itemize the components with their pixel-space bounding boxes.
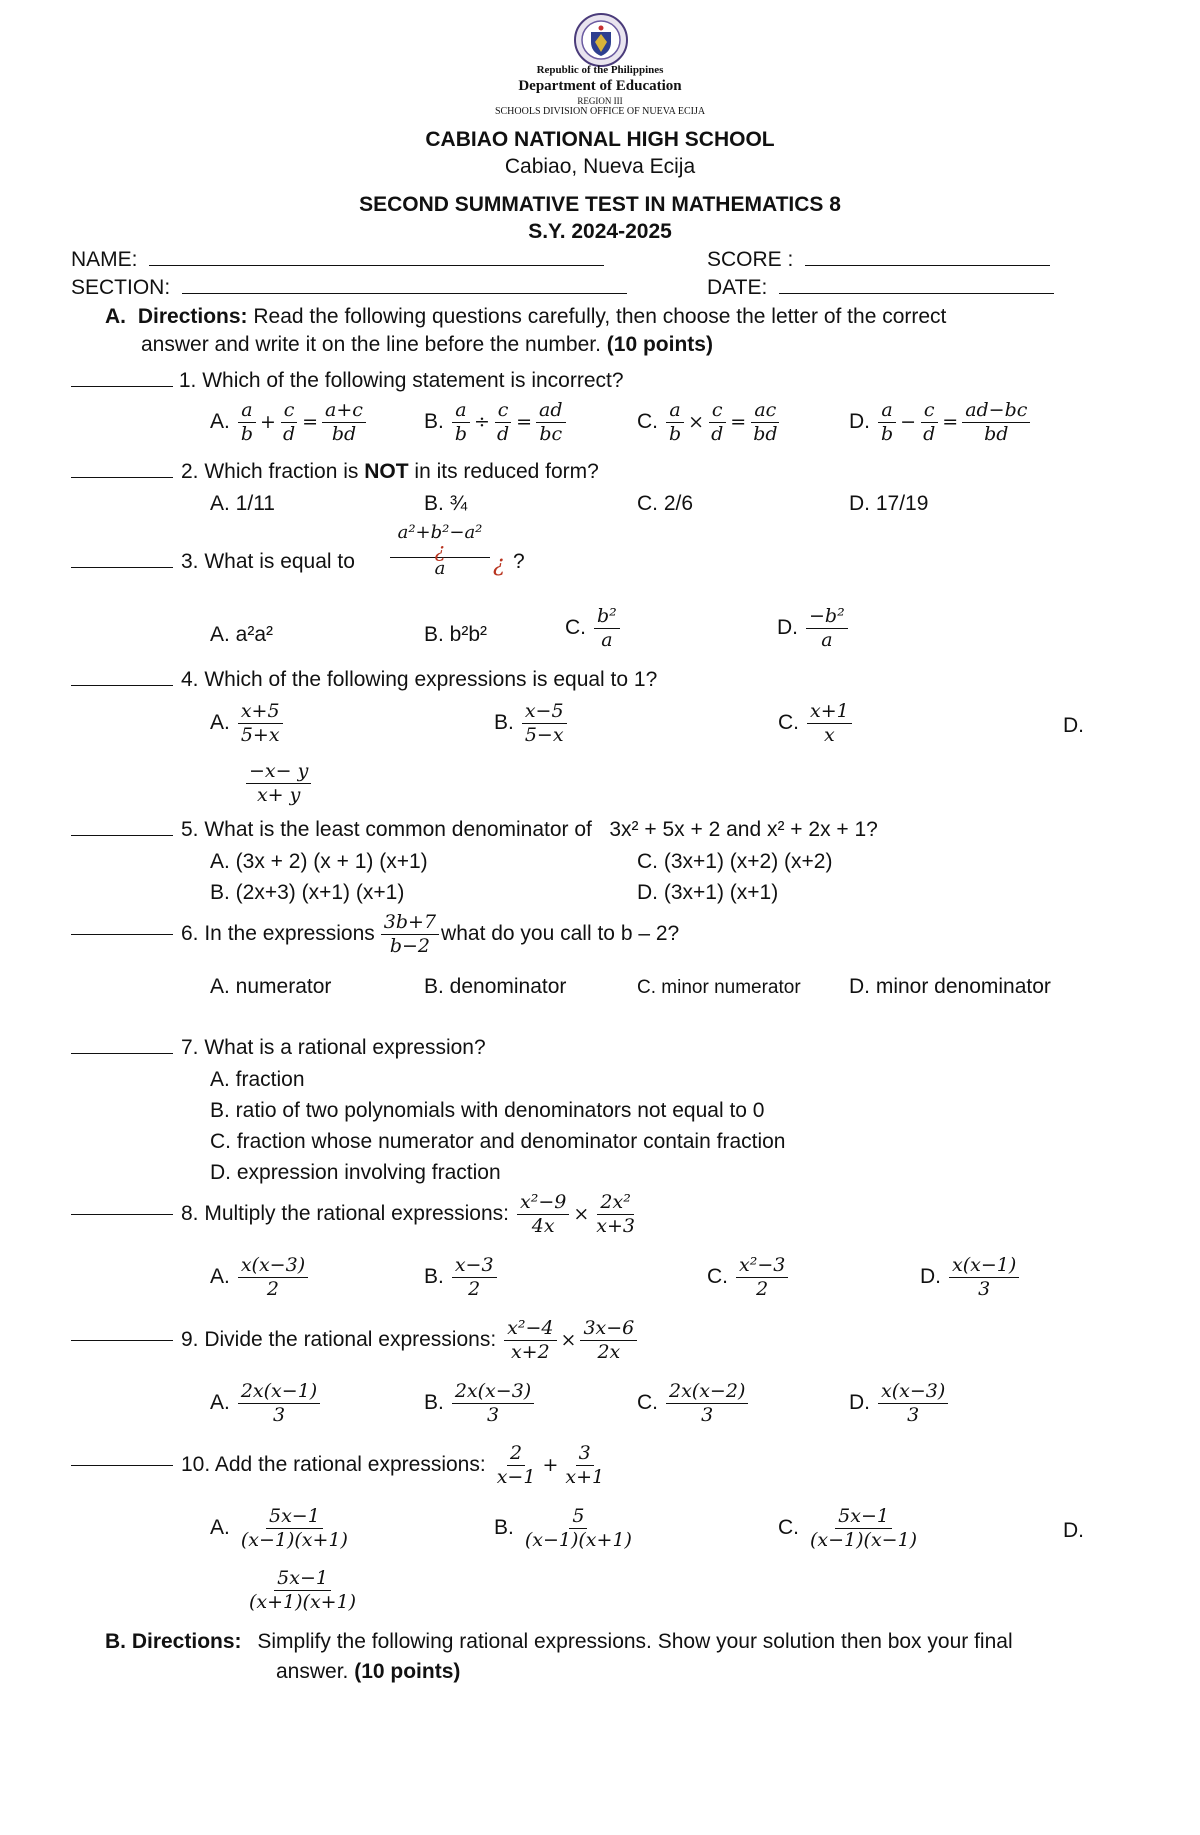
frac-num: x−5 bbox=[522, 701, 567, 724]
frac-num: 2x² bbox=[597, 1192, 633, 1215]
q3-choice-d[interactable] bbox=[777, 606, 850, 651]
choice-letter: A. bbox=[210, 710, 230, 734]
deped-seal-icon bbox=[573, 12, 629, 68]
frac-num: b² bbox=[594, 606, 620, 629]
school-location: Cabiao, Nueva Ecija bbox=[504, 155, 696, 178]
expr-numerator: a²+b²−a² bbox=[397, 522, 483, 543]
frac-num: −b² bbox=[806, 606, 848, 629]
part-a-letter: A. bbox=[105, 305, 126, 328]
frac-num: 5 bbox=[569, 1506, 587, 1529]
choice-letter: C. bbox=[778, 710, 799, 734]
answer-blank[interactable] bbox=[71, 685, 173, 686]
answer-blank[interactable] bbox=[71, 1214, 173, 1215]
part-b-points: (10 points) bbox=[354, 1660, 461, 1683]
frac-den: 2 bbox=[266, 1277, 280, 1300]
frac-den: x−1 bbox=[496, 1465, 536, 1488]
q7-choice-d[interactable]: D. expression involving fraction bbox=[210, 1161, 501, 1184]
answer-blank[interactable] bbox=[71, 1340, 173, 1341]
q8-choice-d[interactable] bbox=[920, 1255, 1021, 1300]
frac-den: 2x bbox=[597, 1340, 621, 1363]
q9-choice-d[interactable] bbox=[849, 1381, 950, 1426]
frac-num: x²−3 bbox=[736, 1255, 788, 1278]
frac-num: x(x−1) bbox=[949, 1255, 1019, 1278]
q8-choice-b[interactable] bbox=[424, 1255, 499, 1300]
q6-choice-b[interactable]: B. denominator bbox=[424, 975, 567, 998]
frac-num: x(x−3) bbox=[238, 1255, 308, 1278]
question-text: 7. What is a rational expression? bbox=[181, 1036, 486, 1059]
frac-num: 3 bbox=[576, 1443, 594, 1466]
question-text: 10. Add the rational expressions: bbox=[181, 1453, 486, 1477]
frac-den: a bbox=[821, 628, 833, 651]
answer-blank[interactable] bbox=[71, 934, 173, 935]
q1-choice-b[interactable]: B. $\frac{a}{b}$ ÷ $\frac{c}{d}$ = $\frac{ad}{bc}$ bbox=[424, 400, 568, 445]
frac-num: 5x−1 bbox=[274, 1568, 331, 1591]
q4-choice-c[interactable] bbox=[778, 701, 854, 746]
frac-den: 3 bbox=[978, 1277, 991, 1300]
q6-choice-c[interactable]: C. minor numerator bbox=[637, 977, 801, 998]
part-a-directions-2 bbox=[141, 333, 713, 357]
frac-num: 2x(x−3) bbox=[452, 1381, 534, 1404]
q4-choice-d-letter[interactable]: D. bbox=[1063, 714, 1084, 737]
question-10: 10. Add the rational expressions: $\frac{2}{x-1}$ + $\frac{3}{x+1}$ bbox=[71, 1443, 609, 1488]
frac-den: 2 bbox=[468, 1277, 481, 1300]
choice-letter: C. bbox=[637, 409, 658, 433]
question-text-end: in its reduced form? bbox=[408, 460, 599, 483]
q2-choice-c[interactable]: C. 2/6 bbox=[637, 492, 694, 515]
q5-choice-d[interactable]: D. (3x+1) (x+1) bbox=[637, 881, 779, 904]
q8-choice-c[interactable] bbox=[707, 1255, 790, 1300]
school-name: CABIAO NATIONAL HIGH SCHOOL bbox=[425, 128, 775, 151]
q2-choice-a[interactable]: A. 1/11 bbox=[210, 492, 275, 515]
q4-choice-d[interactable] bbox=[244, 761, 313, 806]
division-label: SCHOOLS DIVISION OFFICE OF NUEVA ECIJA bbox=[494, 106, 706, 117]
choice-letter: B. bbox=[494, 1515, 514, 1539]
frac-den: (x−1)(x+1) bbox=[240, 1528, 348, 1551]
frac-num: 5x−1 bbox=[835, 1506, 892, 1529]
q5-choice-b[interactable]: B. (2x+3) (x+1) (x+1) bbox=[210, 881, 405, 904]
q3-choice-b[interactable]: B. b²b² bbox=[424, 623, 488, 646]
frac-num: x−3 bbox=[452, 1255, 497, 1278]
frac-den: 3 bbox=[907, 1403, 920, 1426]
q10-choice-d-letter[interactable]: D. bbox=[1063, 1519, 1084, 1542]
question-text: 2. Which fraction is bbox=[181, 460, 365, 483]
part-b-directions bbox=[105, 1630, 1013, 1654]
section-label: SECTION: bbox=[71, 276, 171, 299]
question-text: 4. Which of the following expressions is equal to 1? bbox=[181, 668, 658, 691]
q9-choice-b[interactable] bbox=[424, 1381, 536, 1426]
frac-num: 3x−6 bbox=[580, 1318, 637, 1341]
q4-choice-a[interactable] bbox=[210, 701, 285, 746]
question-7 bbox=[71, 1036, 486, 1060]
part-b-line2: answer. bbox=[276, 1660, 349, 1683]
q2-choice-b[interactable]: B. ¾ bbox=[424, 492, 468, 515]
answer-blank[interactable] bbox=[71, 1465, 173, 1466]
answer-blank[interactable] bbox=[71, 477, 173, 478]
frac-den: x bbox=[824, 723, 835, 746]
frac-den: b−2 bbox=[389, 934, 430, 957]
date-label: DATE: bbox=[707, 276, 768, 299]
q6-choice-a[interactable]: A. numerator bbox=[210, 975, 332, 998]
choice-letter: A. bbox=[210, 1264, 230, 1288]
frac-den: x+2 bbox=[510, 1340, 550, 1363]
q7-choice-c[interactable]: C. fraction whose numerator and denominator contain fraction bbox=[210, 1130, 786, 1153]
choice-letter: D. bbox=[849, 1390, 870, 1414]
frac-den: 5+x bbox=[240, 723, 280, 746]
answer-blank[interactable] bbox=[71, 835, 173, 836]
question-5 bbox=[71, 818, 878, 842]
answer-blank[interactable] bbox=[71, 567, 173, 568]
q10-choice-d[interactable] bbox=[244, 1568, 361, 1613]
school-year: S.Y. 2024-2025 bbox=[528, 220, 672, 243]
frac-num: 2x(x−1) bbox=[238, 1381, 320, 1404]
expr-artifact: ¿ bbox=[434, 538, 446, 562]
part-b-label: B. Directions: bbox=[105, 1630, 242, 1653]
region-label: REGION III bbox=[577, 96, 623, 106]
section-field[interactable] bbox=[71, 276, 627, 300]
q7-choice-a[interactable]: A. fraction bbox=[210, 1068, 305, 1091]
question-text: 6. In the expressions bbox=[181, 922, 375, 946]
part-a-directions bbox=[105, 305, 946, 329]
score-label: SCORE : bbox=[707, 248, 794, 271]
choice-letter: C. bbox=[637, 1390, 658, 1414]
q3-choice-c[interactable] bbox=[565, 606, 622, 651]
republic-label: Republic of the Philippines bbox=[536, 64, 664, 76]
frac-num: x(x−3) bbox=[878, 1381, 948, 1404]
question-text: 8. Multiply the rational expressions: bbox=[181, 1202, 509, 1226]
question-text: 5. What is the least common denominator of 3x² + 5x + 2 and x² + 2x + 1? bbox=[181, 818, 878, 841]
frac-num: x²−9 bbox=[517, 1192, 569, 1215]
choice-letter: D. bbox=[777, 615, 798, 639]
part-a-directions-line2: answer and write it on the line before the number. bbox=[141, 333, 601, 356]
part-a-points: (10 points) bbox=[606, 333, 713, 356]
part-a-directions-line1: Read the following questions carefully, then choose the letter of the correct bbox=[253, 305, 947, 328]
name-label: NAME: bbox=[71, 248, 138, 271]
choice-letter: D. bbox=[920, 1264, 941, 1288]
choice-letter: D. bbox=[849, 409, 870, 433]
expr-artifact-2: ¿ bbox=[493, 552, 505, 577]
q4-choice-b[interactable] bbox=[494, 701, 569, 746]
q5-choice-a[interactable]: A. (3x + 2) (x + 1) (x+1) bbox=[210, 850, 428, 873]
choice-letter: A. bbox=[210, 1515, 230, 1539]
part-b-line1: Simplify the following rational expressions. Show your solution then box your final bbox=[257, 1630, 1013, 1653]
q5-choice-c[interactable]: C. (3x+1) (x+2) (x+2) bbox=[637, 850, 833, 873]
frac-den: x+ y bbox=[256, 783, 301, 806]
choice-letter: C. bbox=[565, 615, 586, 639]
frac-num: x+5 bbox=[238, 701, 283, 724]
question-text: 1. Which of the following statement is incorrect? bbox=[178, 369, 624, 392]
answer-blank[interactable] bbox=[71, 386, 173, 387]
frac-den: (x−1)(x+1) bbox=[524, 1528, 632, 1551]
choice-letter: B. bbox=[424, 1264, 444, 1288]
department-label: Department of Education bbox=[518, 78, 682, 94]
frac-den: 3 bbox=[272, 1403, 286, 1426]
frac-den: 2 bbox=[756, 1277, 769, 1300]
q7-choice-b[interactable]: B. ratio of two polynomials with denominators not equal to 0 bbox=[210, 1099, 765, 1122]
q2-choice-d[interactable]: D. 17/19 bbox=[849, 492, 929, 515]
frac-den: a bbox=[601, 628, 613, 651]
frac-den: 3 bbox=[486, 1403, 500, 1426]
frac-den: x+1 bbox=[565, 1465, 605, 1488]
part-a-directions-label: Directions: bbox=[137, 305, 248, 328]
q10-choice-c[interactable] bbox=[778, 1506, 922, 1551]
q3-choice-a[interactable]: A. a²a² bbox=[210, 623, 274, 646]
frac-num: −x− y bbox=[246, 761, 311, 784]
question-9: 9. Divide the rational expressions: $\frac{\text{x²−4}}{x+2}$ × $\frac{3x-6}{2x}$ bbox=[71, 1318, 639, 1363]
score-field[interactable] bbox=[707, 248, 1050, 272]
question-text: 3. What is equal to bbox=[181, 550, 355, 573]
question-text-end: what do you call to b – 2? bbox=[441, 922, 680, 946]
q10-choice-a[interactable] bbox=[210, 1506, 353, 1551]
question-emphasis: NOT bbox=[364, 460, 409, 483]
frac-den: (x−1)(x−1) bbox=[810, 1528, 918, 1551]
frac-den: 5−x bbox=[524, 723, 564, 746]
choice-letter: A. bbox=[210, 409, 230, 433]
q9-choice-c[interactable] bbox=[637, 1381, 750, 1426]
question-4 bbox=[71, 668, 657, 692]
name-field[interactable] bbox=[71, 248, 604, 272]
q10-choice-b[interactable] bbox=[494, 1506, 637, 1551]
expr-denominator: a bbox=[434, 558, 446, 579]
q1-choice-a[interactable]: A. $\frac{a}{b}$ + $\frac{c}{d}$ = $\frac{a+c}{bd}$ bbox=[210, 400, 368, 445]
answer-blank[interactable] bbox=[71, 1053, 173, 1054]
q9-choice-a[interactable] bbox=[210, 1381, 322, 1426]
choice-letter: B. bbox=[424, 409, 444, 433]
question-1 bbox=[71, 369, 624, 393]
test-title: SECOND SUMMATIVE TEST IN MATHEMATICS 8 bbox=[359, 193, 841, 216]
choice-letter: B. bbox=[494, 710, 514, 734]
choice-letter: A. bbox=[210, 1390, 230, 1414]
date-field[interactable] bbox=[707, 276, 1054, 300]
q6-choice-d[interactable]: D. minor denominator bbox=[849, 975, 1051, 998]
question-text: 9. Divide the rational expressions: bbox=[181, 1328, 497, 1352]
frac-num: 2 bbox=[507, 1443, 525, 1466]
q8-choice-a[interactable] bbox=[210, 1255, 310, 1300]
part-b-directions-2 bbox=[276, 1660, 460, 1684]
frac-den: 4x bbox=[531, 1214, 555, 1237]
frac-num: 3b+7 bbox=[381, 912, 439, 935]
choice-letter: B. bbox=[424, 1390, 444, 1414]
frac-num: 5x−1 bbox=[266, 1506, 323, 1529]
question-mark: ? bbox=[513, 550, 525, 573]
question-2 bbox=[71, 460, 599, 484]
frac-den: x+3 bbox=[596, 1214, 635, 1237]
frac-den: 3 bbox=[701, 1403, 714, 1426]
question-3 bbox=[71, 550, 355, 574]
choice-letter: C. bbox=[778, 1515, 799, 1539]
q3-expression bbox=[390, 522, 490, 579]
question-6 bbox=[71, 912, 679, 957]
frac-num: x²−4 bbox=[504, 1318, 556, 1341]
frac-num: 2x(x−2) bbox=[666, 1381, 748, 1404]
q1-choice-d[interactable]: D. $\frac{a}{b}$ − $\frac{c}{d}$ = $\frac{ad-bc}{bd}$ bbox=[849, 400, 1032, 445]
choice-letter: C. bbox=[707, 1264, 728, 1288]
question-8: 8. Multiply the rational expressions: $\frac{\text{x²−9}}{4x}$ × $\frac{\text{2x²}}{x+3}$ bbox=[71, 1192, 640, 1237]
frac-den: (x+1)(x+1) bbox=[249, 1590, 357, 1613]
frac-num: x+1 bbox=[807, 701, 852, 724]
q1-choice-c[interactable]: C. $\frac{a}{b}$ × $\frac{c}{d}$ = $\frac{ac}{bd}$ bbox=[637, 399, 778, 445]
